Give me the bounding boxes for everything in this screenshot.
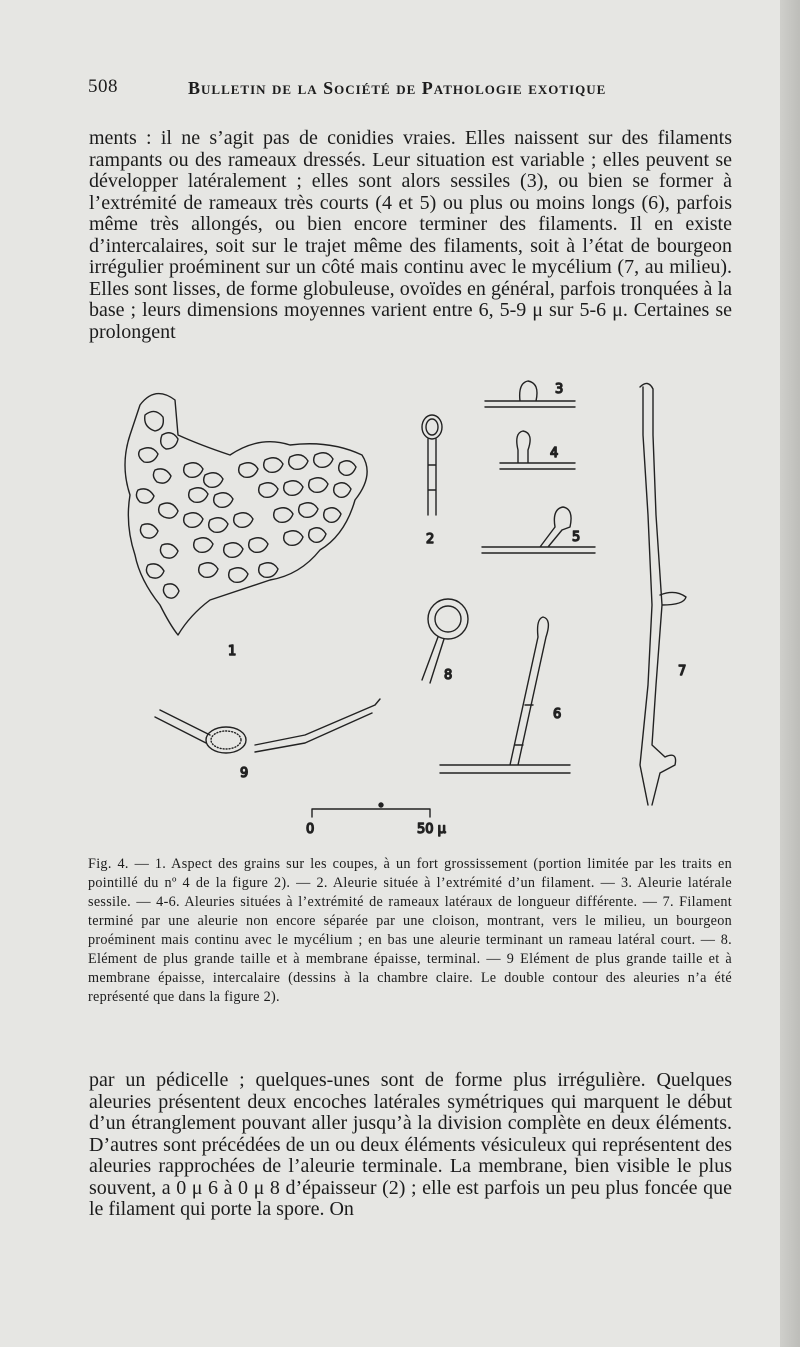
drawing-6-long-branch bbox=[440, 617, 570, 773]
label-fig-3: 3 bbox=[555, 382, 564, 397]
drawing-7-long-filament bbox=[640, 383, 686, 805]
label-fig-6: 6 bbox=[553, 707, 562, 722]
scale-bar bbox=[312, 803, 430, 817]
label-fig-9: 9 bbox=[240, 766, 249, 781]
drawing-2-terminal-aleury bbox=[422, 415, 442, 515]
body-paragraph-bottom: par un pédicelle ; quelques-unes sont de forme plus irrégulière. Quelques aleuries présentent deux encoches latérales symétriques qui marquent le début d’un étranglement pouvant aller jusqu’à la division complète en deux éléments. D’autres sont précédées de un ou deux éléments vésiculeux qui représentent des aleuries rapprochées de l’aleurie terminale. La membrane, bien visible le plus souvent, a 0 μ 6 à 0 μ 8 d’épaisseur (2) ; elle est parfois un peu plus foncée que le filament qui porte la spore. On bbox=[89, 1069, 732, 1220]
figure-4 bbox=[100, 375, 740, 845]
drawing-1-cell-mass bbox=[125, 394, 367, 635]
label-fig-1: 1 bbox=[228, 644, 237, 659]
page-header bbox=[88, 76, 648, 104]
label-fig-4: 4 bbox=[550, 446, 559, 461]
label-fig-8: 8 bbox=[444, 668, 453, 683]
label-fig-2: 2 bbox=[426, 532, 435, 547]
page-number: 508 bbox=[88, 76, 118, 97]
scale-bar-start: 0 bbox=[306, 822, 315, 837]
body-paragraph-top: ments : il ne s’agit pas de conidies vraies. Elles naissent sur des filaments rampants ou des rameaux dressés. Leur situation est variable ; elles peuvent se développer latéralement ; elles sont alors sessiles (3), ou bien se former à l’extrémité de rameaux très courts (4 et 5) ou plus ou moins longs (6), parfois même très allongés, ou bien encore terminer des filaments. Il en existe d’intercalaires, soit sur le trajet même des filaments, soit à l’état de bourgeon irrégulier proéminent sur un côté mais continu avec le mycélium (7, au milieu). Elles sont lisses, de forme globuleuse, ovoïdes en général, parfois tronquées à la base ; leurs dimensions moyennes varient entre 6, 5-9 μ sur 5-6 μ. Certaines se prolongent bbox=[89, 127, 732, 343]
figure-caption: Fig. 4. — 1. Aspect des grains sur les coupes, à un fort grossissement (portion limitée par les traits en pointillé du nº 4 de la figure 2). — 2. Aleurie située à l’extrémité d’un filament. — 3. Aleurie latérale sessile. — 4-6. Aleuries situées à l’extrémité de rameaux latéraux de longueur différente. — 7. Filament terminé par une aleurie non encore séparée par une cloison, montrant, vers le milieu, un bourgeon proéminent mais continu avec le mycélium ; en bas une aleurie terminant un rameau latéral court. — 8. Elément de plus grande taille et à membrane épaisse, terminal. — 9 Elément de plus grande taille et à membrane épaisse, intercalaire (dessins à la chambre claire. Le double contour des aleuries n’a été représenté que dans la figure 2). bbox=[88, 856, 732, 1005]
drawing-4-short-branch bbox=[500, 431, 575, 469]
journal-title: Bulletin de la Société de Pathologie exotique bbox=[188, 78, 607, 98]
figure-drawing bbox=[100, 375, 740, 845]
drawing-9-intercalary bbox=[155, 699, 380, 753]
label-fig-5: 5 bbox=[572, 530, 581, 545]
page-edge bbox=[780, 0, 800, 1347]
label-fig-7: 7 bbox=[678, 664, 687, 679]
scale-bar-end: 50 μ bbox=[417, 822, 446, 837]
